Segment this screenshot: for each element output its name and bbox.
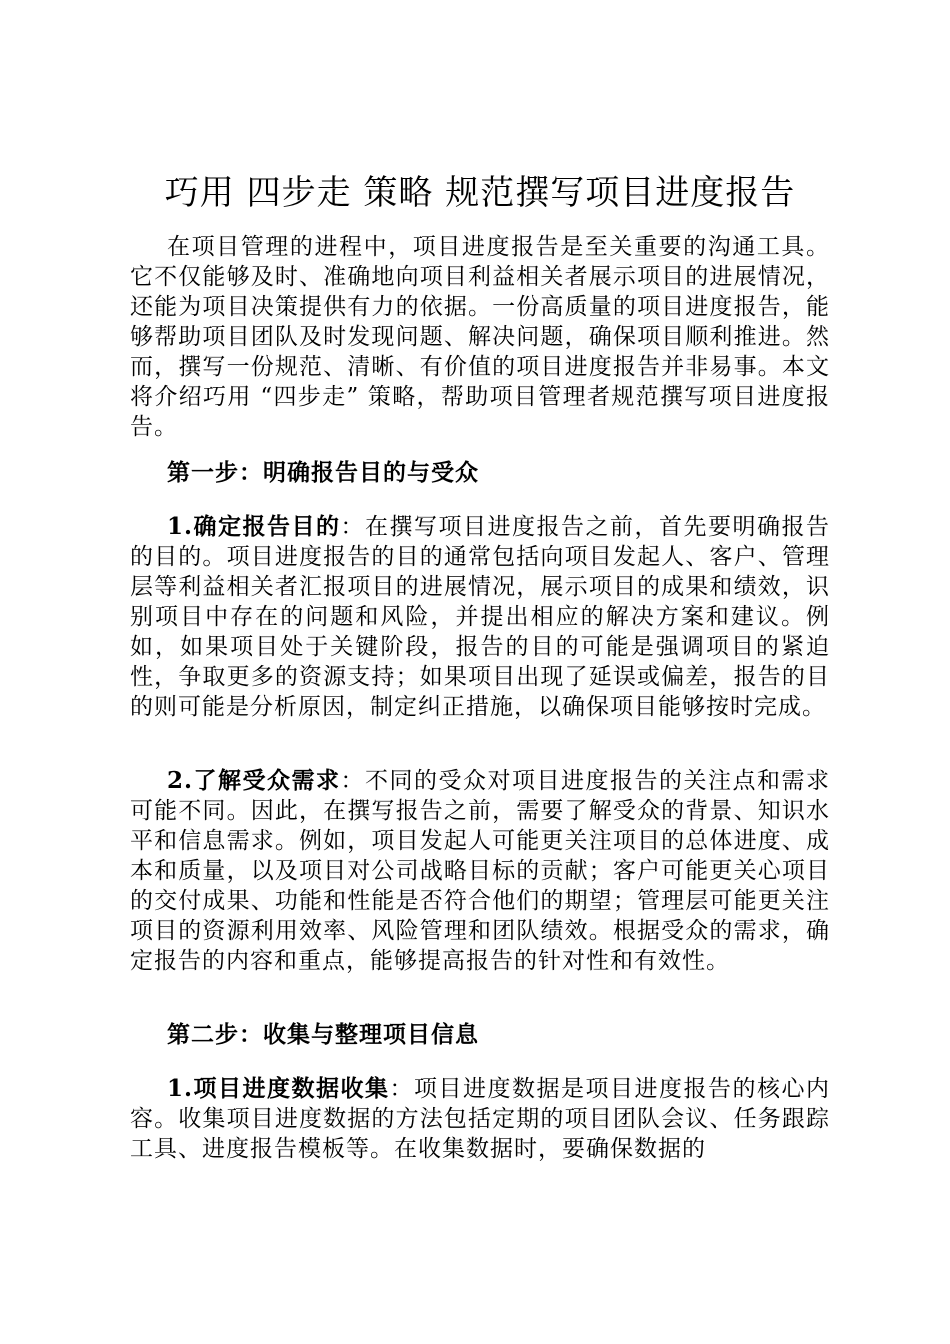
step2-item1-paragraph: [130, 1074, 830, 1164]
step2-item1-lead: 1.项目进度数据收集: [167, 1075, 390, 1102]
document-title: 巧用 四步走 策略 规范撰写项目进度报告: [164, 173, 796, 213]
step2-item1-text: ：项目进度数据是项目进度报告的核心内容。收集项目进度数据的方法包括定期的项目团队会议、任务跟踪工具、进度报告模板等。在收集数据时，要确保数据的: [130, 1076, 831, 1162]
step1-item1-paragraph: [130, 512, 830, 722]
step1-item2-text: ：不同的受众对项目进度报告的关注点和需求可能不同。因此，在撰写报告之前，需要了解受众的背景、知识水平和信息需求。例如，项目发起人可能更关注项目的总体进度、成本和质量，以及项目对公司战略目标的贡献；客户可能更关心项目的交付成果、功能和性能是否符合他们的期望；管理层可能更关注项目的资源利用效率、风险管理和团队绩效。根据受众的需求，确定报告的内容和重点，能够提高报告的针对性和有效性。: [130, 768, 831, 974]
step1-item1-lead: 1.确定报告目的: [167, 513, 341, 540]
step1-heading: 第一步：明确报告目的与受众: [167, 459, 479, 486]
step1-item1-text: ：在撰写项目进度报告之前，首先要明确报告的目的。项目进度报告的目的通常包括向项目发起人、客户、管理层等利益相关者汇报项目的进展情况，展示项目的成果和绩效，识别项目中存在的问题和风险，并提出相应的解决方案和建议。例如，如果项目处于关键阶段，报告的目的可能是强调项目的紧迫性，争取更多的资源支持；如果项目出现了延误或偏差，报告的目的则可能是分析原因，制定纠正措施，以确保项目能够按时完成。: [130, 514, 831, 720]
step1-item2-paragraph: [130, 766, 830, 976]
intro-paragraph: 在项目管理的进程中，项目进度报告是至关重要的沟通工具。它不仅能够及时、准确地向项目利益相关者展示项目的进展情况，还能为项目决策提供有力的依据。一份高质量的项目进度报告，能够帮助项目团队及时发现问题、解决问题，确保项目顺利推进。然而，撰写一份规范、清晰、有价值的项目进度报告并非易事。本文将介绍巧用 “四步走” 策略，帮助项目管理者规范撰写项目进度报告。: [130, 234, 830, 440]
step2-heading: 第二步：收集与整理项目信息: [167, 1021, 479, 1048]
step1-item2-lead: 2.了解受众需求: [167, 767, 341, 794]
